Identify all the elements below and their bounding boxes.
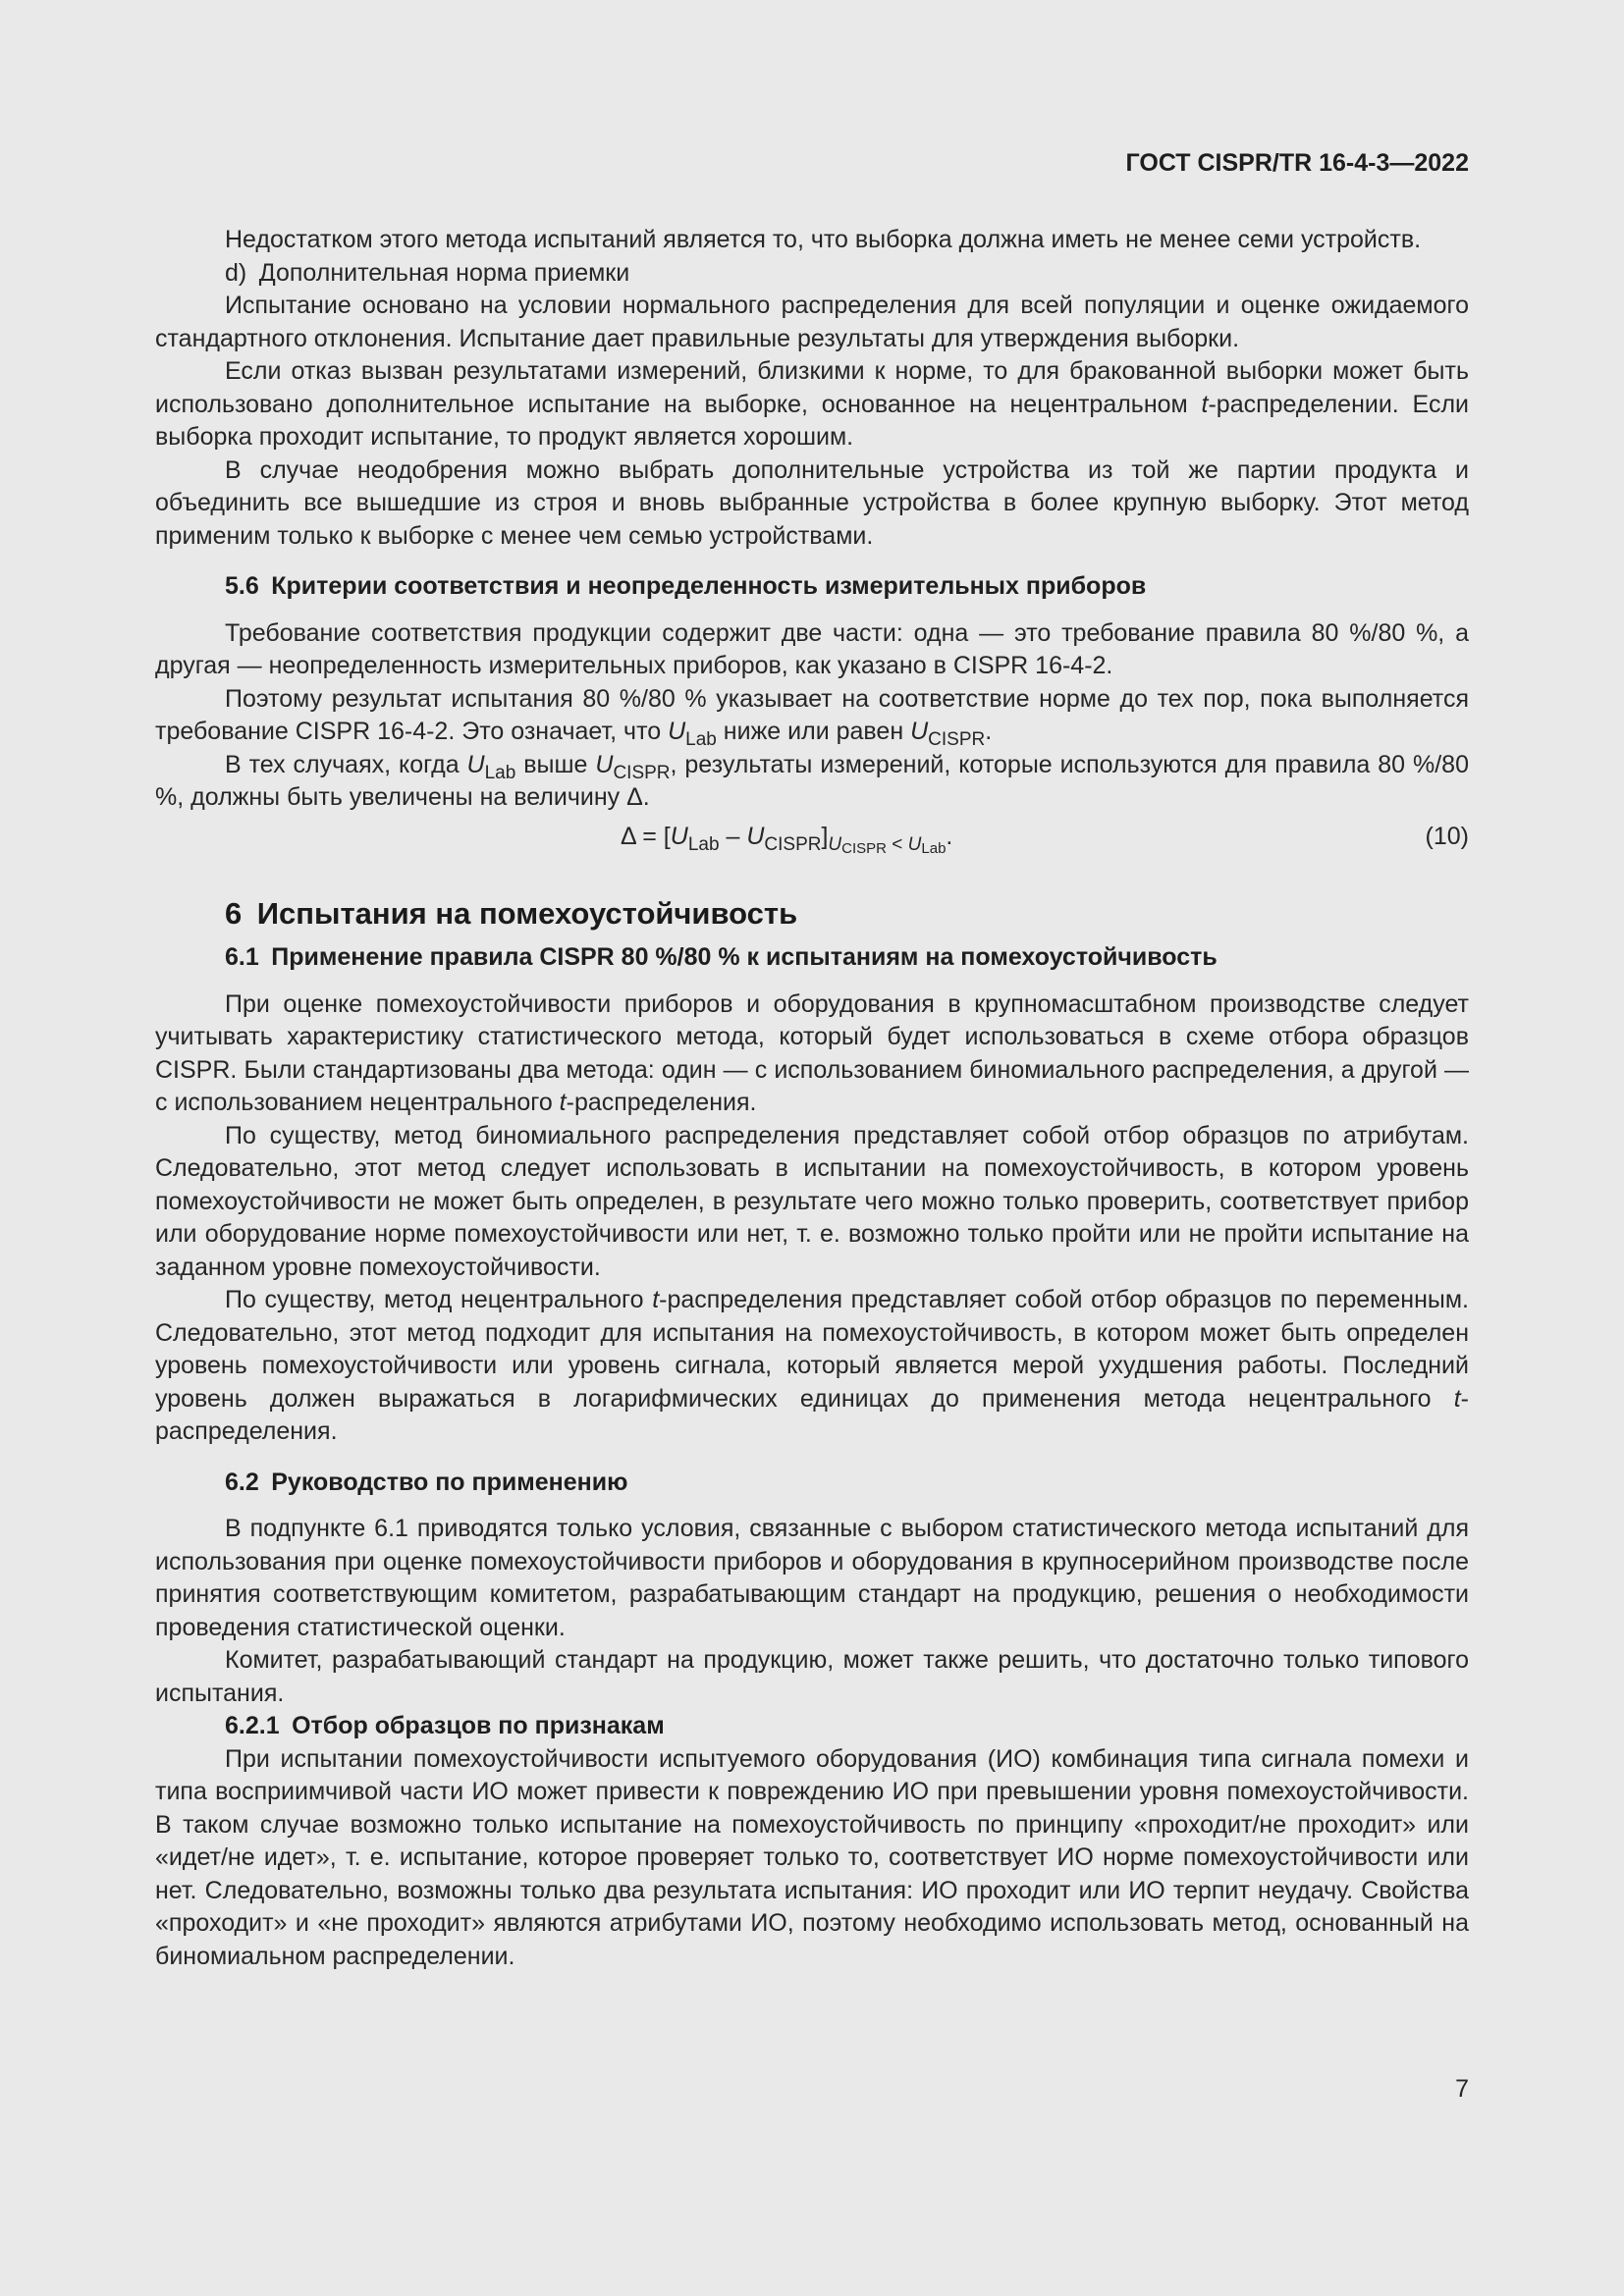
paragraph-disapproval: В случае неодобрения можно выбрать дополнительные устройства из той же партии продукта и объединить все вышедшие из строя и вновь выбранные устройства в более крупную выборку. Этот метод применим только к выборке с менее чем семью устройствами.: [155, 455, 1469, 550]
formula-number: (10): [1425, 822, 1469, 850]
page-number: 7: [1455, 2075, 1469, 2103]
page-content: [155, 224, 1469, 1973]
document-code-header: ГОСТ CISPR/TR 16-4-3—2022: [1125, 149, 1469, 177]
paragraph-immunity-methods: При оценке помехоустойчивости приборов и оборудования в крупномасштабном производстве следует учитывать характеристику статистического метода, который будет использоваться в схеме отбора образцов CISPR. Были стандартизованы два метода: один — с использованием биномиального распределения, а другой — с использованием нецентрального t-распределения.: [155, 989, 1469, 1116]
section-5-6-heading: 5.6 Критерии соответствия и неопределенность измерительных приборов: [225, 572, 1147, 600]
paragraph-ulab-ucispr: Поэтому результат испытания 80 %/80 % указывает на соответствие норме до тех пор, пока выполняется требование CISPR 16-4-2. Это означает, что $U_{Lab}$ ниже или равен $U_{CISPR}$.: [155, 684, 1469, 750]
paragraph-binomial: По существу, метод биномиального распределения представляет собой отбор образцов по атрибутам. Следовательно, этот метод следует использовать в испытании на помехоустойчивость, в котором уровень помехоустойчивости не может быть определен, в результате чего можно только проверить, соответствует прибор или оборудование норме помехоустойчивости или нет, т. е. возможно только пройти или не пройти испытание на заданном уровне помехоустойчивости.: [155, 1121, 1469, 1281]
section-6-2-1-heading: 6.2.1 Отбор образцов по признакам: [225, 1712, 665, 1739]
section-6-heading: 6 Испытания на помехоустойчивость: [225, 895, 798, 931]
paragraph-sample-size: Недостатком этого метода испытаний является то, что выборка должна иметь не менее семи устройств.: [225, 226, 1422, 253]
list-item-d: d) Дополнительная норма приемки: [225, 258, 630, 287]
section-6-1-heading: 6.1 Применение правила CISPR 80 %/80 % к испытаниям на помехоустойчивость: [225, 943, 1218, 971]
section-6-2-heading: 6.2 Руководство по применению: [225, 1468, 628, 1496]
paragraph-attribute-sampling: При испытании помехоустойчивости испытуемого оборудования (ИО) комбинация типа сигнала помехи и типа восприимчивой части ИО может привести к повреждению ИО при превышении уровня помехоустойчивости. В таком случае возможно только испытание на помехоустойчивость по принципу «проходит/не проходит» или «идет/не идет», т. е. испытание, которое проверяет только то, соответствует ИО норме помехоустойчивости или нет. Следовательно, возможны только два результата испытания: ИО проходит или ИО терпит неудачу. Свойства «проходит» и «не проходит» являются атрибутами ИО, поэтому необходимо использовать метод, основанный на биномиальном распределении.: [155, 1744, 1469, 1970]
formula-10: [155, 821, 1469, 876]
paragraph-type-test: Комитет, разрабатывающий стандарт на продукцию, может также решить, что достаточно только типового испытания.: [155, 1646, 1469, 1707]
paragraph-rejection: Если отказ вызван результатами измерений, близкими к норме, то для бракованной выборки может быть использовано дополнительное испытание на выборке, основанное на нецентральном t-распределении. Если выборка проходит испытание, то продукт является хорошим.: [155, 357, 1469, 451]
paragraph-noncentral-t: По существу, метод нецентрального t-распределения представляет собой отбор образцов по переменным. Следовательно, этот метод подходит для испытания на помехоустойчивость, в котором может быть определен уровень помехоустойчивости или уровень сигнала, который является мерой ухудшения работы. Последний уровень должен выражаться в логарифмических единицах до применения метода нецентрального t-распределения.: [155, 1286, 1469, 1445]
paragraph-normal-distribution: Испытание основано на условии нормального распределения для всей популяции и оценке ожидаемого стандартного отклонения. Испытание дает правильные результаты для утверждения выборки.: [155, 292, 1469, 352]
paragraph-conformity: Требование соответствия продукции содержит две части: одна — это требование правила 80 %/80 %, а другая — неопределенность измерительных приборов, как указано в CISPR 16-4-2.: [155, 618, 1469, 679]
formula-expression: $\Delta = [U_{Lab} - U_{CISPR}]_{U_{CISPR} < U_{Lab}}$.: [621, 822, 953, 857]
paragraph-guidance: В подпункте 6.1 приводятся только условия, связанные с выбором статистического метода испытаний для использования при оценке помехоустойчивости приборов и оборудования в крупносерийном производстве после принятия соответствующим комитетом, разрабатывающим стандарт на продукцию, решения о необходимости проведения статистической оценки.: [155, 1515, 1469, 1641]
paragraph-delta: В тех случаях, когда $U_{Lab}$ выше $U_{CISPR}$, результаты измерений, которые используются для правила 80 %/80 %, должны быть увеличены на величину Δ.: [155, 750, 1469, 811]
